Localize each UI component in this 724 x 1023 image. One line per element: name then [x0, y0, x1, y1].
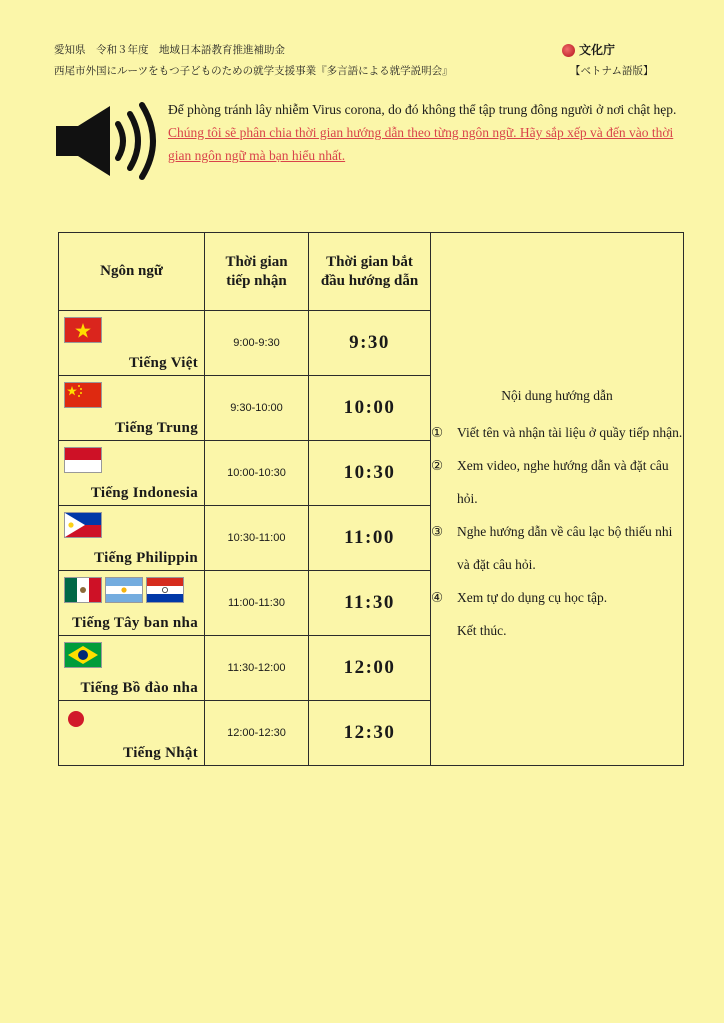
reception-time: 10:00-10:30: [205, 441, 309, 506]
step-3: ③ Nghe hướng dẫn về câu lạc bộ thiếu nhi và đặt câu hỏi.: [431, 524, 673, 572]
language-cell: [59, 701, 205, 766]
start-time: 11:30: [309, 571, 431, 636]
start-time: 10:00: [309, 376, 431, 441]
table-header-row: [59, 233, 684, 311]
start-time: 12:00: [309, 636, 431, 701]
language-cell: [59, 376, 205, 441]
paraguay-flag: [146, 577, 184, 603]
header-right: [562, 40, 692, 82]
argentina-flag: [105, 577, 143, 603]
content-title: Nội dung hướng dẫn: [501, 388, 613, 403]
japan-flag: [64, 707, 88, 731]
china-flag: [64, 382, 102, 408]
document-header: [54, 40, 453, 82]
language-name: Tiếng Indonesia: [90, 485, 198, 501]
vietnam-flag: [64, 317, 102, 343]
language-cell: [59, 441, 205, 506]
language-name: Tiếng Trung: [115, 420, 198, 436]
agency-logo-text: 文化庁: [579, 43, 616, 57]
language-name: Tiếng Việt: [129, 355, 198, 371]
speaker-icon: [52, 102, 160, 180]
reception-time: 11:00-11:30: [205, 571, 309, 636]
language-cell: [59, 311, 205, 376]
language-cell: [59, 571, 205, 636]
header-line-1: 愛知県 令和３年度 地域日本語教育推進補助金: [54, 44, 285, 56]
header-reception-time: Thời gian tiếp nhận: [205, 233, 309, 311]
mexico-flag: [64, 577, 102, 603]
header-line-2: 西尾市外国にルーツをもつ子どものための就学支援事業『多言語による就学説明会』: [54, 65, 453, 77]
reception-time: 10:30-11:00: [205, 506, 309, 571]
step-end: Kết thúc.: [457, 623, 507, 638]
reception-time: 9:00-9:30: [205, 311, 309, 376]
start-time: 10:30: [309, 441, 431, 506]
start-time: 12:30: [309, 701, 431, 766]
language-name: Tiếng Tây ban nha: [72, 615, 198, 631]
step-4: ④ Xem tự do dụng cụ học tập.: [431, 590, 608, 605]
philippines-flag: [64, 512, 102, 538]
language-cell: [59, 506, 205, 571]
language-cell: [59, 636, 205, 701]
edition-label: 【ベトナム語版】: [570, 65, 654, 77]
schedule-table: [58, 232, 684, 766]
brazil-flag: [64, 642, 102, 668]
language-name: Tiếng Philippin: [94, 550, 198, 566]
reception-time: 11:30-12:00: [205, 636, 309, 701]
start-time: 9:30: [309, 311, 431, 376]
indonesia-flag: [64, 447, 102, 473]
step-2: ② Xem video, nghe hướng dẫn và đặt câu hỏi.: [431, 458, 669, 506]
start-time: 11:00: [309, 506, 431, 571]
notice-line-2: Chúng tôi sẽ phân chia thời gian hướng dẫn theo từng ngôn ngữ. Hãy sắp xếp và đến vào thời gian ngôn ngữ mà bạn hiểu nhất.: [168, 125, 674, 163]
notice-line-1: Để phòng tránh lây nhiễm Virus corona, do đó không thể tập trung đông người ở nơi chật hẹp.: [168, 102, 677, 117]
header-start-time: Thời gian bắt đầu hướng dẫn: [309, 233, 431, 311]
reception-time: 12:00-12:30: [205, 701, 309, 766]
agency-logo: [562, 40, 692, 61]
step-1: ① Viết tên và nhận tài liệu ở quầy tiếp nhận.: [431, 425, 683, 440]
language-name: Tiếng Bồ đào nha: [80, 680, 198, 696]
notice-text: [168, 98, 688, 167]
language-name: Tiếng Nhật: [123, 745, 198, 761]
header-language: Ngôn ngữ: [59, 233, 205, 311]
agency-logo-icon: [562, 44, 575, 57]
reception-time: 9:30-10:00: [205, 376, 309, 441]
guidance-content: [431, 233, 684, 766]
